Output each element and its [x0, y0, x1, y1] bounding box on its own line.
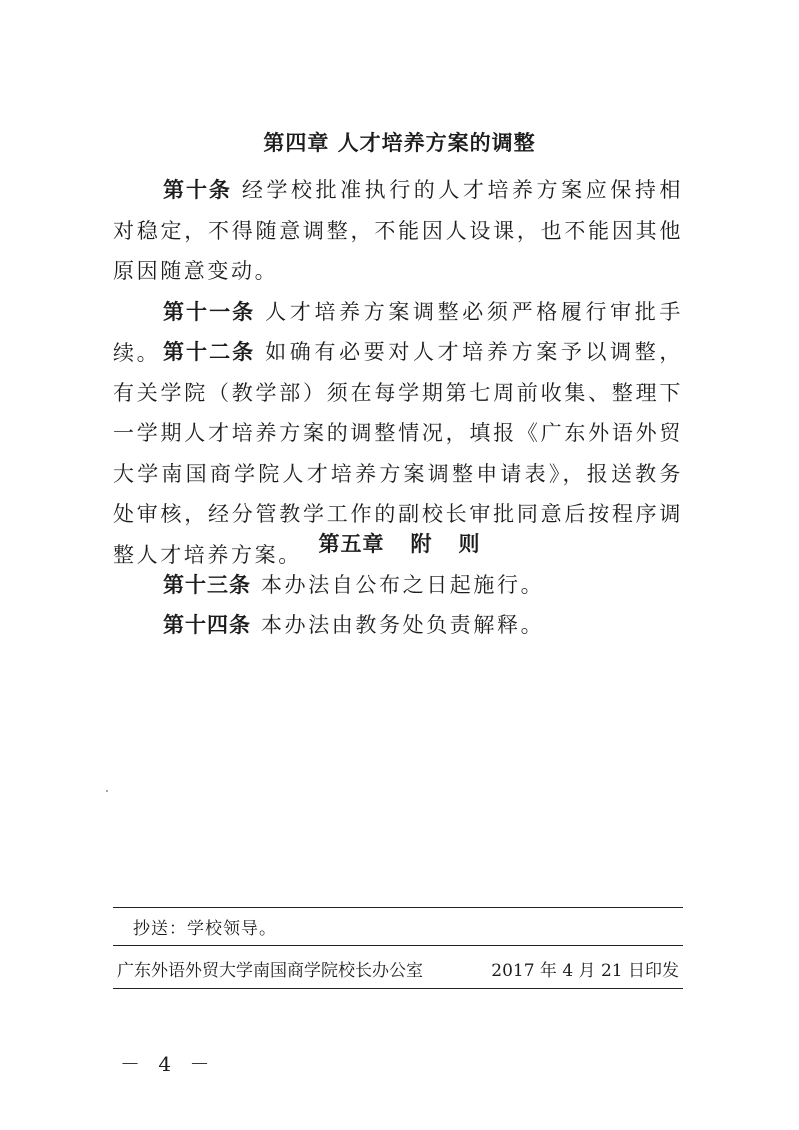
issuer-office: 广东外语外贸大学南国商学院校长办公室: [117, 961, 423, 981]
article-12-text: 如确有必要对人才培养方案予以调整，有关学院（教学部）须在每学期第七周前收集、整理下一学期人才培养方案的调整情况，填报《广东外语外贸大学南国商学院人才培养方案调整申请表》，报送教务处审核，经分管教学工作的副校长审批同意后按程序调整人才培养方案。: [113, 340, 684, 567]
article-12-label: 第十二条: [163, 340, 256, 364]
issue-date: 2017 年 4 月 21 日印发: [491, 961, 679, 981]
article-10-text: 经学校批准执行的人才培养方案应保持相对稳定，不得随意调整，不能因人设课，也不能因其他原因随意变动。: [113, 178, 683, 283]
article-11-label: 第十一条: [163, 300, 256, 324]
issuer-line: [113, 956, 683, 981]
scan-speck: [106, 790, 108, 792]
chapter-5-title: [0, 528, 799, 558]
article-14: [113, 605, 683, 646]
article-14-label: 第十四条: [163, 613, 251, 637]
chapter-4-title: 第四章 人才培养方案的调整: [263, 131, 536, 155]
article-13: [113, 565, 683, 606]
chapter-5-name-2: 则: [458, 532, 481, 556]
footer-rule-bottom: [113, 988, 683, 989]
article-13-label: 第十三条: [163, 573, 251, 597]
chapter-5-name-1: 附: [410, 532, 433, 556]
cc-line: 抄送：学校领导。: [133, 919, 277, 939]
article-11-text: 人才培养方案调整必须严格履行审批手续。: [113, 300, 684, 365]
article-13-text: 本办法自公布之日起施行。: [261, 573, 545, 597]
footer-rule-top: [113, 907, 683, 908]
page-number: － 4 －: [120, 1052, 216, 1076]
article-10-label: 第十条: [163, 178, 232, 202]
article-10: [113, 170, 683, 292]
article-14-text: 本办法由教务处负责解释。: [261, 613, 545, 637]
chapter-5-number: 第五章: [318, 532, 385, 556]
footer-rule-middle: [113, 945, 683, 946]
